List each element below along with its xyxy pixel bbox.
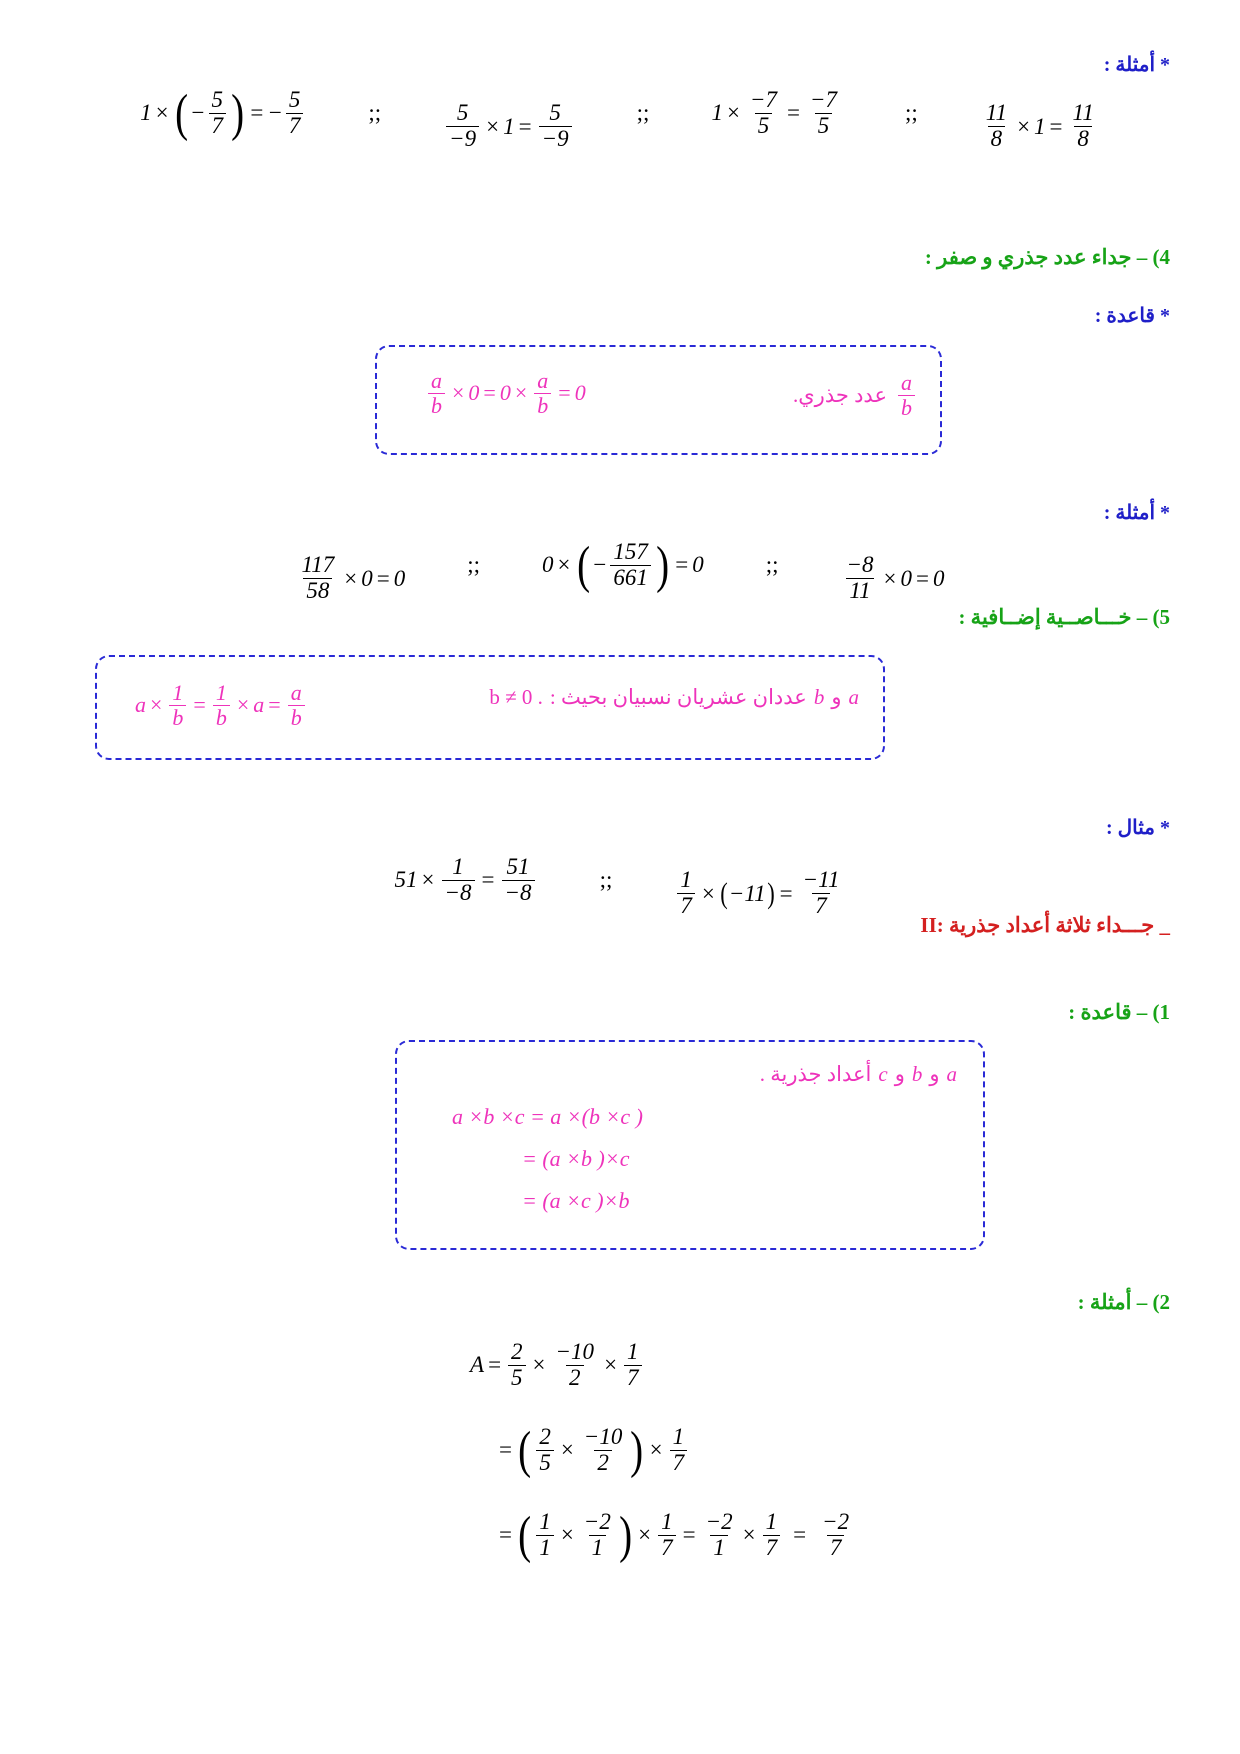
paren-close: ) bbox=[766, 876, 775, 910]
rule-box-II-right: a و b و c أعداد جذرية . bbox=[759, 1062, 957, 1086]
section-II-sub1-label: 1) – قاعدة : bbox=[1068, 1000, 1170, 1024]
separator-4-2: ;; bbox=[765, 552, 779, 578]
separator-4-1: ;; bbox=[467, 552, 481, 578]
paren-close: ) bbox=[630, 1421, 644, 1479]
paren-close: ) bbox=[231, 84, 245, 142]
rule-box-5-condition: b ≠ 0 . bbox=[489, 685, 543, 709]
section-4-title: 4) – جداء عدد جذري و صفر : bbox=[924, 245, 1170, 269]
rule-box-II bbox=[395, 1040, 985, 1250]
rule-box-II-line-2: = (a ×b )×c bbox=[522, 1146, 630, 1171]
paren-open: ( bbox=[720, 876, 728, 910]
expression-2: $\frac{5}{-9}$ × 1 = $\frac{5}{-9}$ bbox=[443, 101, 575, 152]
example-5-1: 51 × $\frac{1}{-8}$ = $\frac{51}{-8}$ bbox=[395, 855, 538, 906]
rule-box-II-line-3: = (a ×c )×b bbox=[522, 1188, 630, 1213]
section-II-sub2-label: 2) – أمثلة : bbox=[1077, 1290, 1170, 1314]
section-II-title-text: _ جـــداء ثلاثة أعداد جذرية : bbox=[936, 913, 1170, 937]
rule-label-4: * قاعدة : bbox=[1094, 305, 1170, 327]
examples-row-4 bbox=[90, 536, 1150, 604]
rule-box-4-right: $\frac{a}{b}$ عدد جذري. bbox=[793, 371, 918, 420]
example-4-2: 0 × ( − $\frac{157}{661}$ ) = 0 bbox=[542, 536, 704, 594]
paren-open: ( bbox=[518, 1421, 532, 1479]
examples-row-top bbox=[70, 84, 1170, 152]
paren-close: ) bbox=[618, 1506, 632, 1564]
worked-example-line-1: A = $\frac{2}{5}$ × $\frac{-10}{2}$ × $\frac{1}{7}$ bbox=[470, 1340, 1170, 1391]
rule-box-5 bbox=[95, 655, 885, 760]
example-4-1: $\frac{117}{58}$ × 0 = 0 bbox=[301, 552, 406, 604]
paren-open: ( bbox=[518, 1506, 532, 1564]
examples-row-5 bbox=[90, 855, 1150, 919]
separator-3: ;; bbox=[904, 100, 918, 126]
separator-2: ;; bbox=[636, 100, 650, 126]
section-II-title bbox=[270, 913, 1170, 938]
paren-open: ( bbox=[174, 84, 188, 142]
example-5-2: $\frac{1}{7}$ × ( −11 ) = $\frac{-11}{7}$ bbox=[674, 868, 845, 919]
rule-box-4-text: عدد جذري. bbox=[793, 382, 887, 407]
rule-box-4 bbox=[375, 345, 942, 455]
section-II-numeral: II bbox=[920, 913, 937, 937]
example-label-5: * مثال : bbox=[1105, 817, 1170, 839]
worked-example-line-2: = ( $\frac{2}{5}$ × $\frac{-10}{2}$ ) × $\frac{1}{7}$ bbox=[495, 1425, 1195, 1476]
worked-example-line-3: = ( $\frac{1}{1}$ × $\frac{-2}{1}$ ) × $\frac{1}{7}$ = $\frac{-2}{1}$ × $\frac{1}{7}$ = $\frac{-2}{7}$ bbox=[499, 1506, 850, 1564]
rule-box-5-right: a و b عددان عشريان نسبيان بحيث : b ≠ 0 . bbox=[489, 685, 859, 709]
examples-label-top: * أمثلة : bbox=[1103, 54, 1170, 76]
rule-box-4-formula: $\frac{a}{b}$ × 0 = 0 × $\frac{a}{b}$ = 0 bbox=[425, 369, 586, 418]
examples-label-4: * أمثلة : bbox=[1103, 502, 1170, 524]
expression-3: 1 × $\frac{-7}{5}$ = $\frac{-7}{5}$ bbox=[711, 87, 837, 138]
rule-box-5-formula: a × $\frac{1}{b}$ = $\frac{1}{b}$ × a = $\frac{a}{b}$ bbox=[135, 681, 308, 730]
paren-open: ( bbox=[576, 536, 590, 594]
expression-4: $\frac{11}{8}$ × 1 = $\frac{11}{8}$ bbox=[985, 100, 1094, 152]
separator-1: ;; bbox=[368, 100, 382, 126]
rule-box-II-line-1: a ×b ×c = a ×(b ×c ) bbox=[452, 1104, 643, 1129]
separator-5-1: ;; bbox=[599, 867, 613, 893]
section-5-title: 5) – خـــاصــية إضــافية : bbox=[958, 605, 1170, 629]
paren-close: ) bbox=[656, 536, 670, 594]
example-4-3: $\frac{-8}{11}$ × 0 = 0 bbox=[846, 552, 945, 604]
expression-1: 1 × ( − $\frac{5}{7}$ ) = − $\frac{5}{7}$ bbox=[140, 88, 306, 139]
